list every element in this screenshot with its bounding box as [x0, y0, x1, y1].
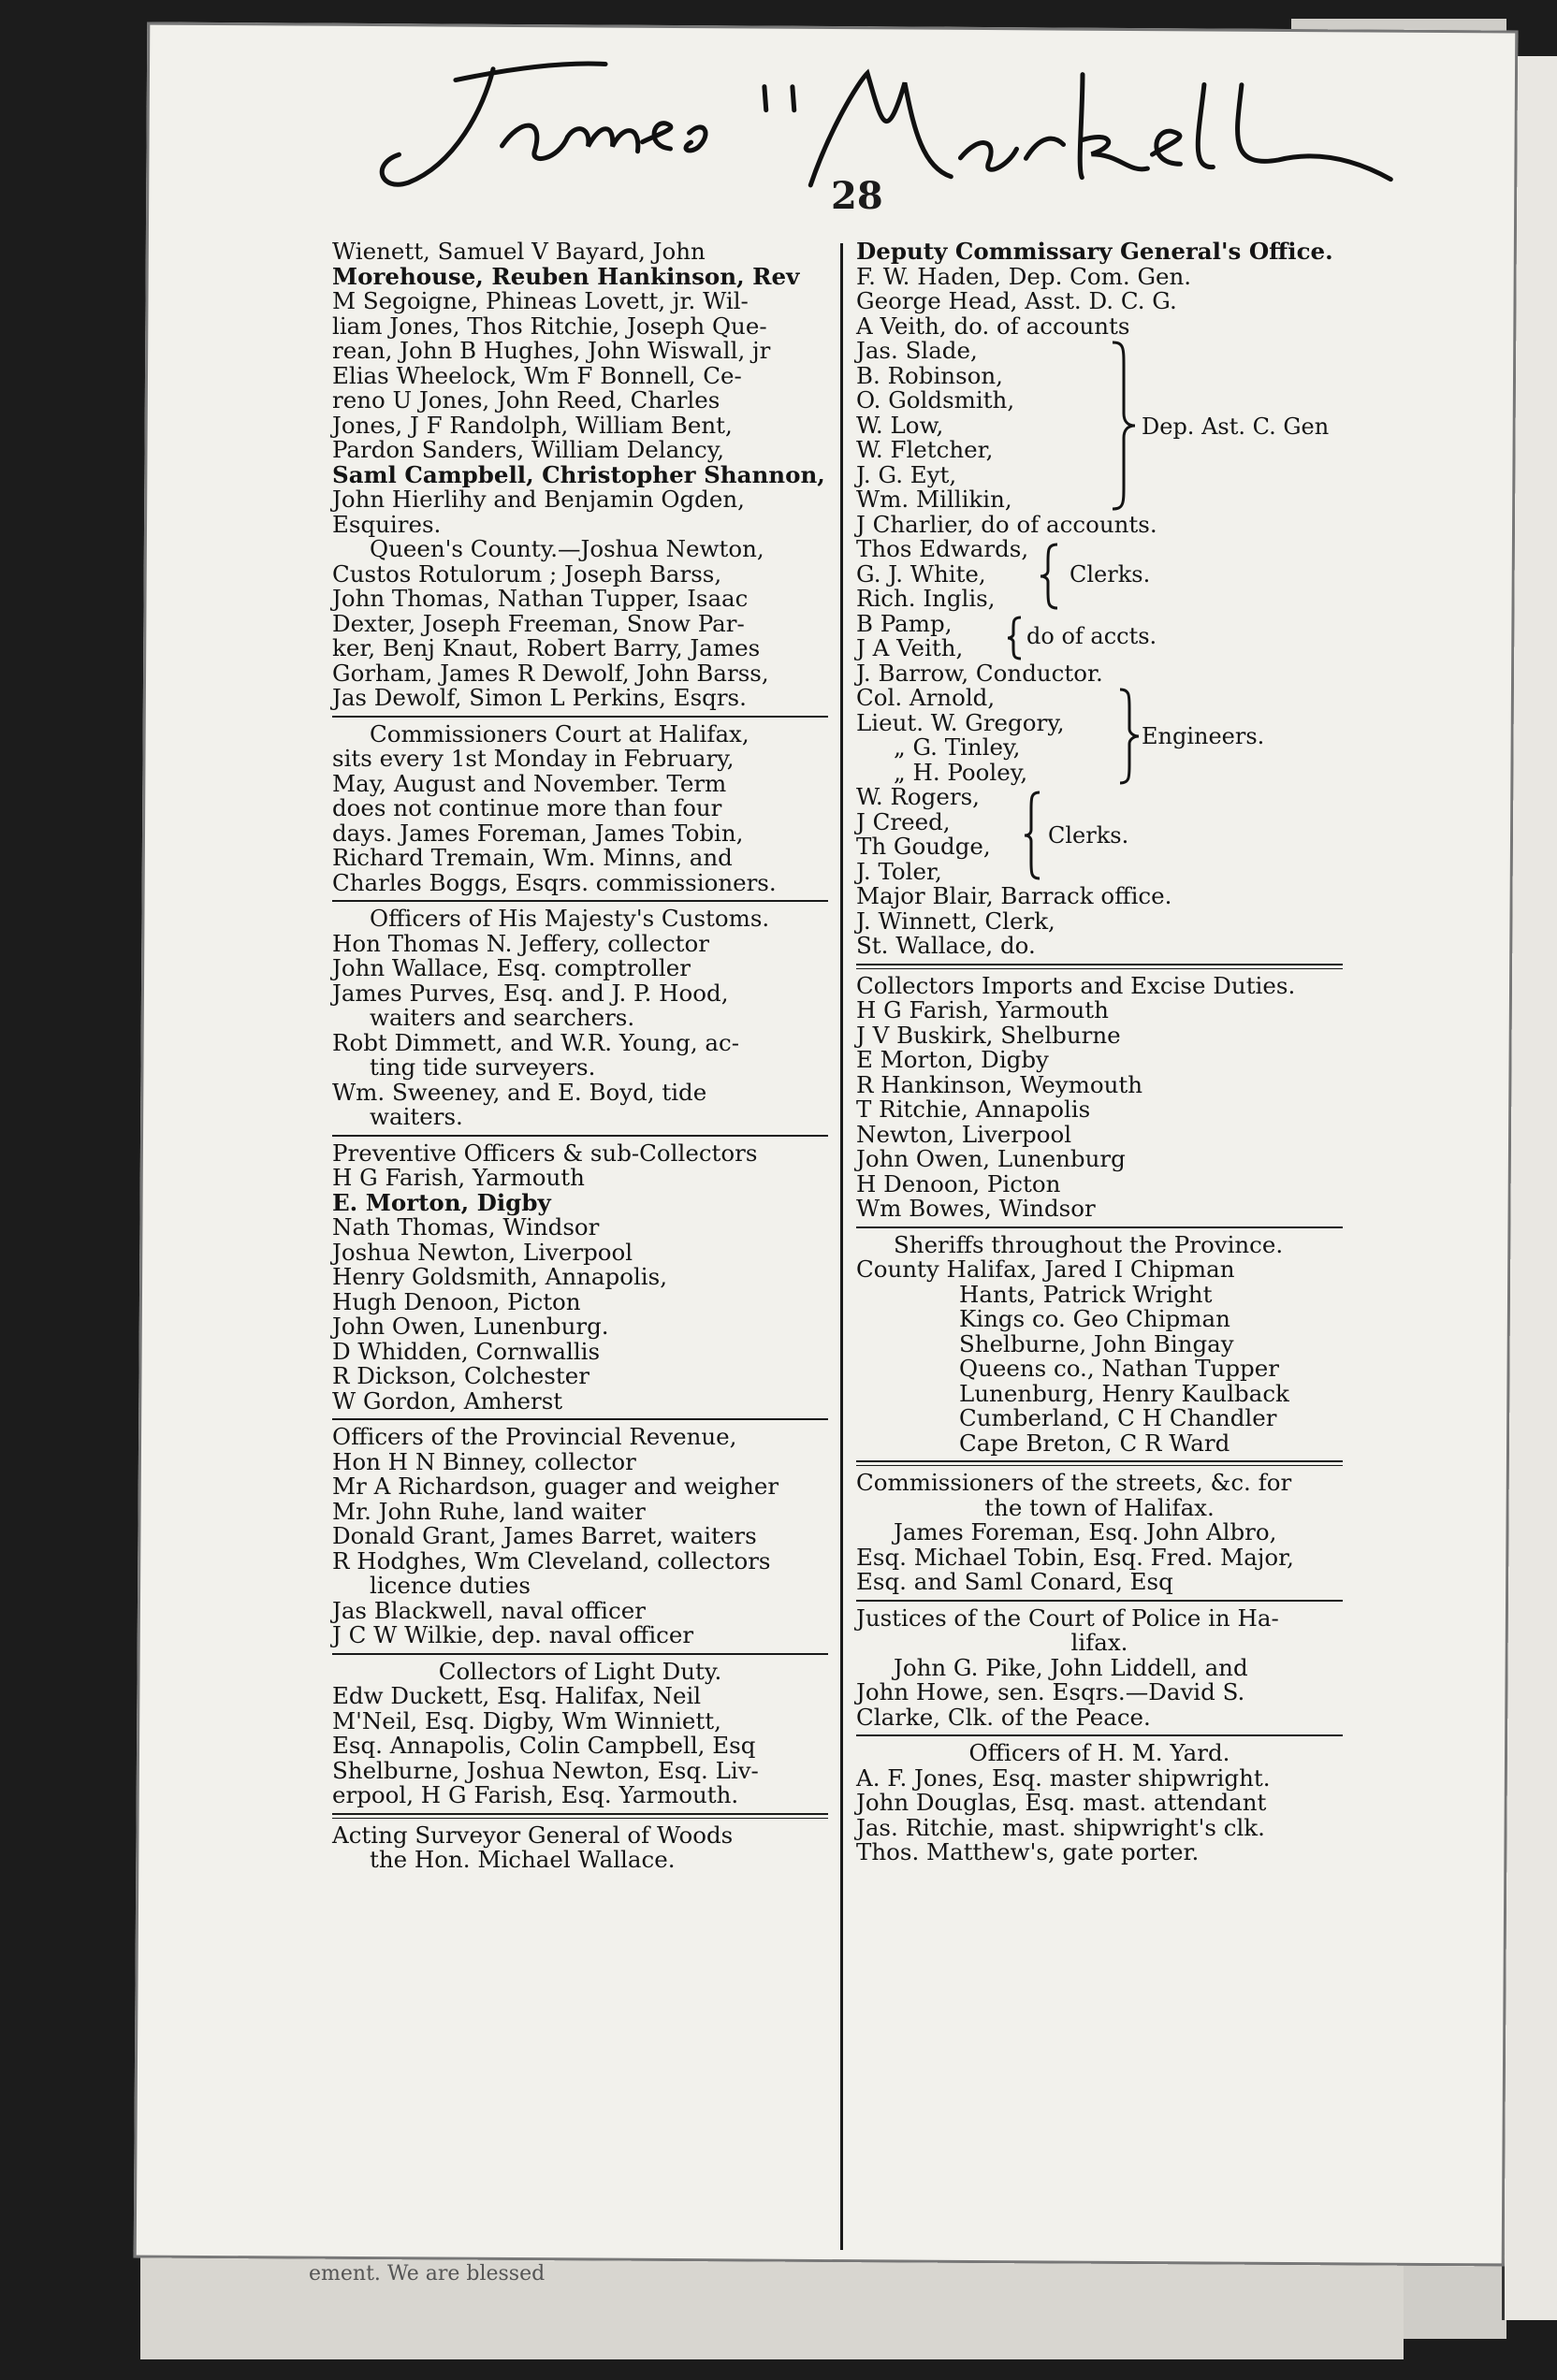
text-line: licence duties: [370, 1572, 531, 1599]
text-line: R Hodghes, Wm Cleveland, collectors: [332, 1546, 771, 1575]
text-line: John Owen, Lunenburg: [856, 1145, 1126, 1172]
section-rule: [332, 900, 828, 902]
brace-label: Dep. Ast. C. Gen: [1142, 414, 1330, 440]
text-line: Shelburne, John Bingay: [959, 1329, 1234, 1357]
text-line: J Charlier, do of accounts.: [856, 510, 1157, 538]
brace-label: do of accts.: [1026, 622, 1157, 649]
text-line: H G Farish, Yarmouth: [856, 996, 1109, 1023]
text-line: E. Morton, Digby: [332, 1188, 551, 1216]
section-heading: Justices of the Court of Police in Ha-: [856, 1604, 1279, 1632]
text-line: Wienett, Samuel V Bayard, John: [332, 238, 706, 265]
text-line: F. W. Haden, Dep. Com. Gen.: [856, 262, 1192, 290]
text-line: J V Buskirk, Shelburne: [856, 1021, 1121, 1049]
section-heading: the town of Halifax.: [984, 1493, 1215, 1521]
section-rule: [332, 1418, 828, 1420]
text-line: Nath Thomas, Windsor: [332, 1213, 600, 1241]
text-line: erpool, H G Farish, Esq. Yarmouth.: [332, 1781, 739, 1808]
section-heading: Commissioners of the streets, &c. for: [856, 1469, 1292, 1496]
text-line: M'Neil, Esq. Digby, Wm Winniett,: [332, 1706, 721, 1734]
text-line: Edw Duckett, Esq. Halifax, Neil: [332, 1682, 702, 1709]
curly-brace-icon: [1109, 339, 1137, 513]
text-line: George Head, Asst. D. C. G.: [856, 287, 1177, 314]
text-line: Thos Edwards,: [856, 535, 1029, 562]
section-heading: Collectors Imports and Excise Duties.: [856, 971, 1296, 999]
text-line: John G. Pike, John Liddell, and: [894, 1653, 1248, 1681]
text-line: Jas Dewolf, Simon L Perkins, Esqrs.: [332, 684, 747, 711]
dep-ast-group: [856, 339, 1343, 513]
section-heading: Collectors of Light Duty.: [438, 1657, 722, 1685]
text-line: Jones, J F Randolph, William Bent,: [332, 411, 733, 439]
text-line: R Hankinson, Weymouth: [856, 1070, 1143, 1098]
text-line: Mr A Richardson, guager and weigher: [332, 1473, 779, 1500]
text-line: Pardon Sanders, William Delancy,: [332, 436, 725, 463]
text-line: Jas. Slade,: [856, 337, 978, 364]
text-line: Morehouse, Reuben Hankinson, Rev: [332, 262, 800, 290]
text-line: Lunenburg, Henry Kaulback: [959, 1379, 1289, 1407]
text-line: J. Winnett, Clerk,: [856, 907, 1055, 935]
text-line: Wm. Millikin,: [856, 486, 1012, 513]
text-line: John Thomas, Nathan Tupper, Isaac: [332, 585, 749, 612]
text-line: James Purves, Esq. and J. P. Hood,: [332, 979, 729, 1007]
text-line: B. Robinson,: [856, 361, 1003, 389]
text-line: W Gordon, Amherst: [332, 1386, 563, 1415]
text-line: Esquires.: [332, 510, 442, 538]
text-line: James Foreman, Esq. John Albro,: [894, 1518, 1277, 1546]
section-rule: [856, 1226, 1343, 1228]
text-line: Thos. Matthew's, gate porter.: [856, 1838, 1200, 1865]
text-line: Col. Arnold,: [856, 684, 996, 711]
text-line: Hugh Denoon, Picton: [332, 1287, 581, 1315]
text-line: Charles Boggs, Esqrs. commissioners.: [332, 868, 777, 896]
section-heading: Deputy Commissary General's Office.: [856, 238, 1333, 265]
text-line: Hon H N Binney, collector: [332, 1447, 636, 1475]
text-line: A Veith, do. of accounts: [856, 312, 1130, 340]
text-line: ting tide surveyers.: [370, 1053, 596, 1081]
text-line: Wm. Sweeney, and E. Boyd, tide: [332, 1078, 707, 1106]
text-line: John Owen, Lunenburg.: [332, 1313, 609, 1340]
curly-brace-icon: [1116, 688, 1141, 785]
text-line: H G Farish, Yarmouth: [332, 1164, 585, 1191]
text-line: John Hierlihy and Benjamin Ogden,: [332, 486, 745, 513]
text-line: Esq. Michael Tobin, Esq. Fred. Major,: [856, 1543, 1294, 1571]
section-heading: Officers of the Provincial Revenue,: [332, 1423, 737, 1450]
section-rule: [332, 1653, 828, 1655]
text-line: W. Low,: [856, 411, 944, 439]
text-line: H Denoon, Picton: [856, 1169, 1061, 1197]
accounts-group: [856, 609, 1343, 661]
text-line: Shelburne, Joshua Newton, Esq. Liv-: [332, 1756, 759, 1784]
right-column: [856, 239, 1343, 1865]
text-line: D Whidden, Cornwallis: [332, 1337, 601, 1365]
text-line: Hants, Patrick Wright: [959, 1280, 1213, 1308]
text-line: St. Wallace, do.: [856, 932, 1036, 959]
curly-brace-icon: [1006, 616, 1025, 660]
text-line: waiters.: [370, 1103, 463, 1130]
text-line: sits every 1st Monday in February,: [332, 745, 735, 772]
text-line: Elias Wheelock, Wm F Bonnell, Ce-: [332, 361, 742, 389]
text-line: B Pamp,: [856, 609, 953, 637]
section-rule: [856, 1734, 1343, 1736]
text-line: Acting Surveyor General of Woods: [332, 1821, 734, 1849]
section-rule: [856, 1600, 1343, 1602]
under-page-text: ement. We are blessed: [309, 2262, 546, 2286]
text-line: Clarke, Clk. of the Peace.: [856, 1703, 1151, 1731]
text-line: Saml Campbell, Christopher Shannon,: [332, 460, 825, 488]
section-heading: Officers of His Majesty's Customs.: [370, 905, 770, 932]
column-divider: [840, 243, 843, 2250]
section-heading: Sheriffs throughout the Province.: [894, 1230, 1284, 1258]
text-line: May, August and November. Term: [332, 769, 727, 797]
text-line: W. Fletcher,: [856, 436, 994, 463]
text-line: ker, Benj Knaut, Robert Barry, James: [332, 634, 761, 661]
text-line: J. G. Eyt,: [856, 460, 957, 488]
text-line: reno U Jones, John Reed, Charles: [332, 386, 720, 414]
text-line: Cape Breton, C R Ward: [959, 1429, 1230, 1457]
text-line: does not continue more than four: [332, 794, 722, 821]
text-line: Donald Grant, James Barret, waiters: [332, 1522, 757, 1549]
section-rule: [856, 1460, 1343, 1466]
text-line: J. Toler,: [856, 857, 942, 885]
text-line: Henry Goldsmith, Annapolis,: [332, 1263, 667, 1290]
text-line: Jas Blackwell, naval officer: [332, 1596, 646, 1624]
text-line: A. F. Jones, Esq. master shipwright.: [856, 1763, 1271, 1792]
text-line: „ G. Tinley,: [894, 733, 1021, 761]
section-lead: Commissioners Court at Halifax,: [370, 719, 749, 747]
text-line: J C W Wilkie, dep. naval officer: [332, 1621, 694, 1648]
text-line: liam Jones, Thos Ritchie, Joseph Que-: [332, 312, 767, 340]
text-line: Wm Bowes, Windsor: [856, 1195, 1096, 1222]
text-line: John Wallace, Esq. comptroller: [332, 954, 691, 981]
text-line: Gorham, James R Dewolf, John Barss,: [332, 659, 769, 687]
text-line: Jas. Ritchie, mast. shipwright's clk.: [856, 1813, 1265, 1841]
text-line: Rich. Inglis,: [856, 585, 996, 612]
text-line: Hon Thomas N. Jeffery, collector: [332, 929, 709, 957]
text-line: Esq. Annapolis, Colin Campbell, Esq: [332, 1732, 756, 1759]
text-line: „ H. Pooley,: [894, 758, 1028, 786]
section-rule: [332, 1135, 828, 1137]
engineers-group: [856, 686, 1343, 785]
text-line: Lieut. W. Gregory,: [856, 708, 1065, 736]
text-line: County Halifax, Jared I Chipman: [856, 1255, 1235, 1283]
text-line: Richard Tremain, Wm. Minns, and: [332, 844, 733, 871]
section-rule: [856, 964, 1343, 969]
text-line: G. J. White,: [856, 559, 986, 588]
brace-label: Clerks.: [1048, 822, 1129, 849]
text-line: Esq. and Saml Conard, Esq: [856, 1568, 1173, 1595]
text-line: T Ritchie, Annapolis: [856, 1096, 1091, 1123]
section-heading: Officers of H. M. Yard.: [968, 1739, 1230, 1766]
text-line: E Morton, Digby: [856, 1046, 1049, 1073]
clerks-group: [856, 537, 1343, 612]
section-heading: Preventive Officers & sub-Collectors: [332, 1139, 758, 1167]
text-line: J Creed,: [856, 807, 951, 835]
text-line: J A Veith,: [856, 634, 964, 661]
text-line: Dexter, Joseph Freeman, Snow Par-: [332, 609, 745, 637]
text-line: days. James Foreman, James Tobin,: [332, 819, 744, 847]
text-line: waiters and searchers.: [370, 1004, 635, 1031]
text-line: Robt Dimmett, and W.R. Young, ac-: [332, 1028, 740, 1056]
text-line: Cumberland, C H Chandler: [959, 1404, 1277, 1431]
text-line: rean, John B Hughes, John Wiswall, jr: [332, 337, 771, 364]
text-line: Major Blair, Barrack office.: [856, 882, 1172, 909]
text-line: the Hon. Michael Wallace.: [370, 1846, 676, 1873]
text-line: Custos Rotulorum ; Joseph Barss,: [332, 559, 722, 588]
section-heading: lifax.: [1070, 1629, 1128, 1656]
text-line: Th Goudge,: [856, 833, 991, 860]
text-line: M Segoigne, Phineas Lovett, jr. Wil-: [332, 287, 749, 314]
curly-brace-icon: [1023, 791, 1045, 880]
section-rule: [332, 716, 828, 718]
text-line: R Dickson, Colchester: [332, 1362, 589, 1389]
text-line: J. Barrow, Conductor.: [856, 659, 1103, 687]
section-lead: Queen's County.—Joshua Newton,: [370, 535, 764, 562]
text-line: O. Goldsmith,: [856, 386, 1015, 414]
text-line: Joshua Newton, Liverpool: [332, 1238, 633, 1266]
text-line: Kings co. Geo Chipman: [959, 1305, 1230, 1332]
left-column: [332, 239, 828, 1873]
text-line: Newton, Liverpool: [856, 1120, 1072, 1148]
brace-label: Clerks.: [1070, 561, 1151, 588]
text-line: W. Rogers,: [856, 783, 980, 810]
text-line: John Howe, sen. Esqrs.—David S.: [856, 1678, 1245, 1705]
text-line: Mr. John Ruhe, land waiter: [332, 1497, 646, 1525]
curly-brace-icon: [1039, 543, 1063, 610]
text-line: John Douglas, Esq. mast. attendant: [856, 1789, 1267, 1816]
brace-label: Engineers.: [1142, 723, 1265, 749]
clerks2-group: [856, 785, 1343, 884]
section-rule: [332, 1813, 828, 1819]
page-number: 28: [831, 174, 883, 218]
text-line: Queens co., Nathan Tupper: [959, 1355, 1279, 1382]
